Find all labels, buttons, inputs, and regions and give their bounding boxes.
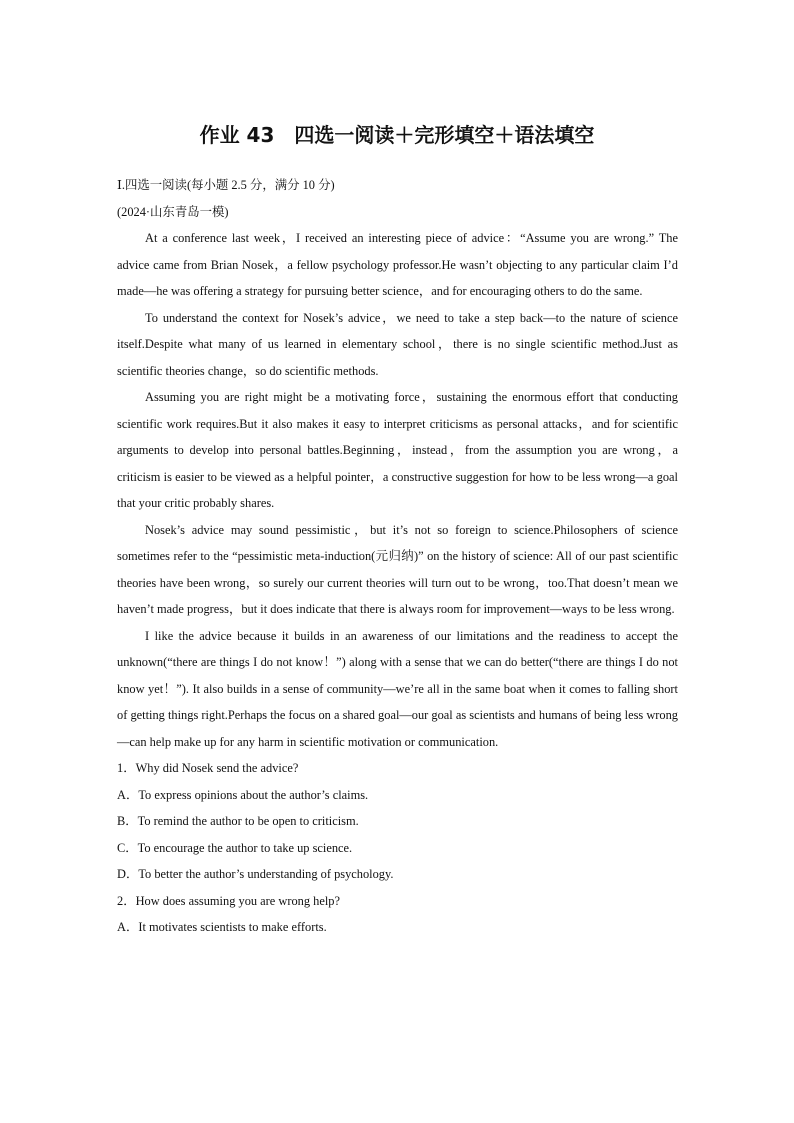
question-1-stem: 1．Why did Nosek send the advice?	[117, 761, 299, 775]
passage-paragraph-3: Assuming you are right might be a motivating force，sustaining the enormous effort that conducting scientific work requires.But it also makes it easy to interpret criticisms as personal attacks，and for scientific arguments to develop into personal battles.Beginning，instead，from the assumption you are wrong，a criticism is easier to be viewed as a helpful pointer，a constructive suggestion for how to be less wrong—a goal that your critic probably shares.	[117, 390, 678, 510]
document-body	[117, 172, 678, 941]
source-note: (2024·山东青岛一模)	[117, 204, 229, 219]
section-heading: Ⅰ.四选一阅读(每小题 2.5 分，满分 10 分)	[117, 178, 335, 192]
passage-paragraph-4: Nosek’s advice may sound pessimistic，but it’s not so foreign to science.Philosophers of science sometimes refer to the “pessimistic meta-induction(元归纳)” on the history of science: All of our past scientific theories have been wrong，so surely our current theories will turn out to be wrong，too.That doesn’t mean we haven’t made progress，but it does indicate that there is always room for improvement—ways to be less wrong.	[117, 522, 678, 616]
question-2-stem: 2．How does assuming you are wrong help?	[117, 893, 340, 908]
question-1-option-d: D．To better the author’s understanding of psychology.	[117, 867, 394, 881]
question-1-option-b: B．To remind the author to be open to criticism.	[117, 814, 359, 828]
page-title: 作业 43 四选一阅读＋完形填空＋语法填空	[199, 123, 595, 147]
question-2-option-a: A．It motivates scientists to make efforts.	[117, 920, 327, 934]
passage-paragraph-2: To understand the context for Nosek’s advice，we need to take a step back—to the nature of science itself.Despite what many of us learned in elementary school，there is no single scientific method.Just as scientific theories change，so do scientific methods.	[117, 310, 678, 378]
passage-paragraph-1: At a conference last week，I received an interesting piece of advice：“Assume you are wrong.” The advice came from Brian Nosek，a fellow psychology professor.He wasn’t objecting to any particular claim I’d made—he was offering a strategy for pursuing better science，and for encouraging others to do the same.	[117, 231, 678, 298]
passage-paragraph-5: I like the advice because it builds in an awareness of our limitations and the readiness to accept the unknown(“there are things I do not know！”) along with a sense that we can do better(“there are things I do not know yet！”). It also builds in a sense of community—we’re all in the same boat when it comes to falling short of getting things right.Perhaps the focus on a shared goal—our goal as scientists and humans of being less wrong—can help make up for any harm in scientific motivation or communication.	[117, 628, 678, 749]
question-1-option-c: C．To encourage the author to take up science.	[117, 840, 353, 855]
question-1-option-a: A．To express opinions about the author’s claims.	[117, 787, 369, 802]
